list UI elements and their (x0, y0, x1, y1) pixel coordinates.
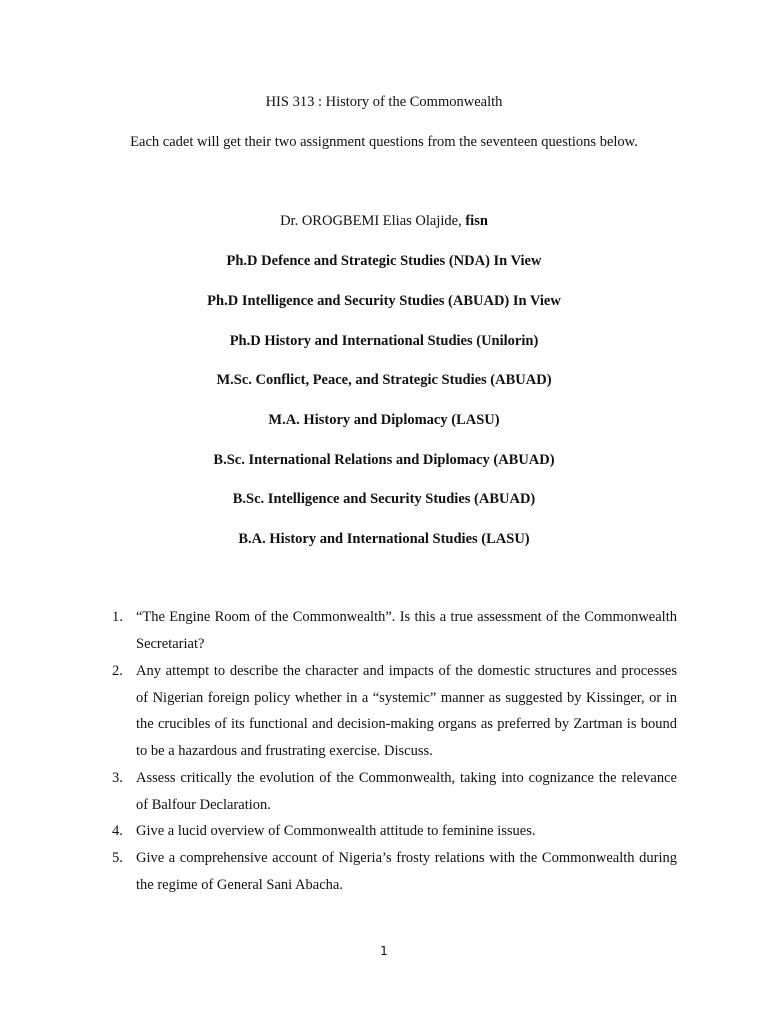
qualification-item: Ph.D History and International Studies (Unilorin) (229, 333, 539, 349)
question-text: Give a comprehensive account of Nigeria’s frosty relations with the Commonwealth during the regime of General Sani Abacha. (136, 850, 677, 893)
question-text: “The Engine Room of the Commonwealth”. Is this a true assessment of the Commonwealth Secretariat? (136, 609, 677, 652)
assignment-instructions: Each cadet will get their two assignment questions from the seventeen questions below. (130, 134, 638, 150)
question-text: Assess critically the evolution of the Commonwealth, taking into cognizance the relevance of Balfour Declaration. (136, 770, 677, 813)
author-suffix: fisn (465, 213, 488, 229)
qualification-item: Ph.D Defence and Strategic Studies (NDA) In View (226, 253, 542, 269)
author-line (0, 212, 768, 230)
course-title: HIS 313 : History of the Commonwealth (265, 94, 503, 110)
qualification-item: B.Sc. International Relations and Diplomacy (ABUAD) (213, 452, 555, 468)
question-text: Give a lucid overview of Commonwealth attitude to feminine issues. (136, 823, 536, 839)
question-number: 5. (112, 850, 123, 866)
question-number: 3. (112, 770, 123, 786)
question-number: 4. (112, 823, 123, 839)
qualification-item: Ph.D Intelligence and Security Studies (ABUAD) In View (207, 293, 561, 309)
qualification-item: B.Sc. Intelligence and Security Studies (ABUAD) (232, 491, 536, 507)
question-number: 2. (112, 663, 123, 679)
qualification-item: M.A. History and Diplomacy (LASU) (268, 412, 500, 428)
question-text: Any attempt to describe the character and impacts of the domestic structures and processes of Nigerian foreign policy whether in a “systemic” manner as suggested by Kissinger, or in the crucibles of its functional and decision-making organs as preferred by Zartman is bound to be a hazardous and frustrating exercise. Discuss. (136, 663, 677, 759)
page-number: 1 (380, 944, 388, 958)
author-name: Dr. OROGBEMI Elias Olajide, (280, 213, 462, 229)
qualification-item: B.A. History and International Studies (LASU) (238, 531, 530, 547)
qualification-item: M.Sc. Conflict, Peace, and Strategic Studies (ABUAD) (216, 372, 552, 388)
question-number: 1. (112, 609, 123, 625)
